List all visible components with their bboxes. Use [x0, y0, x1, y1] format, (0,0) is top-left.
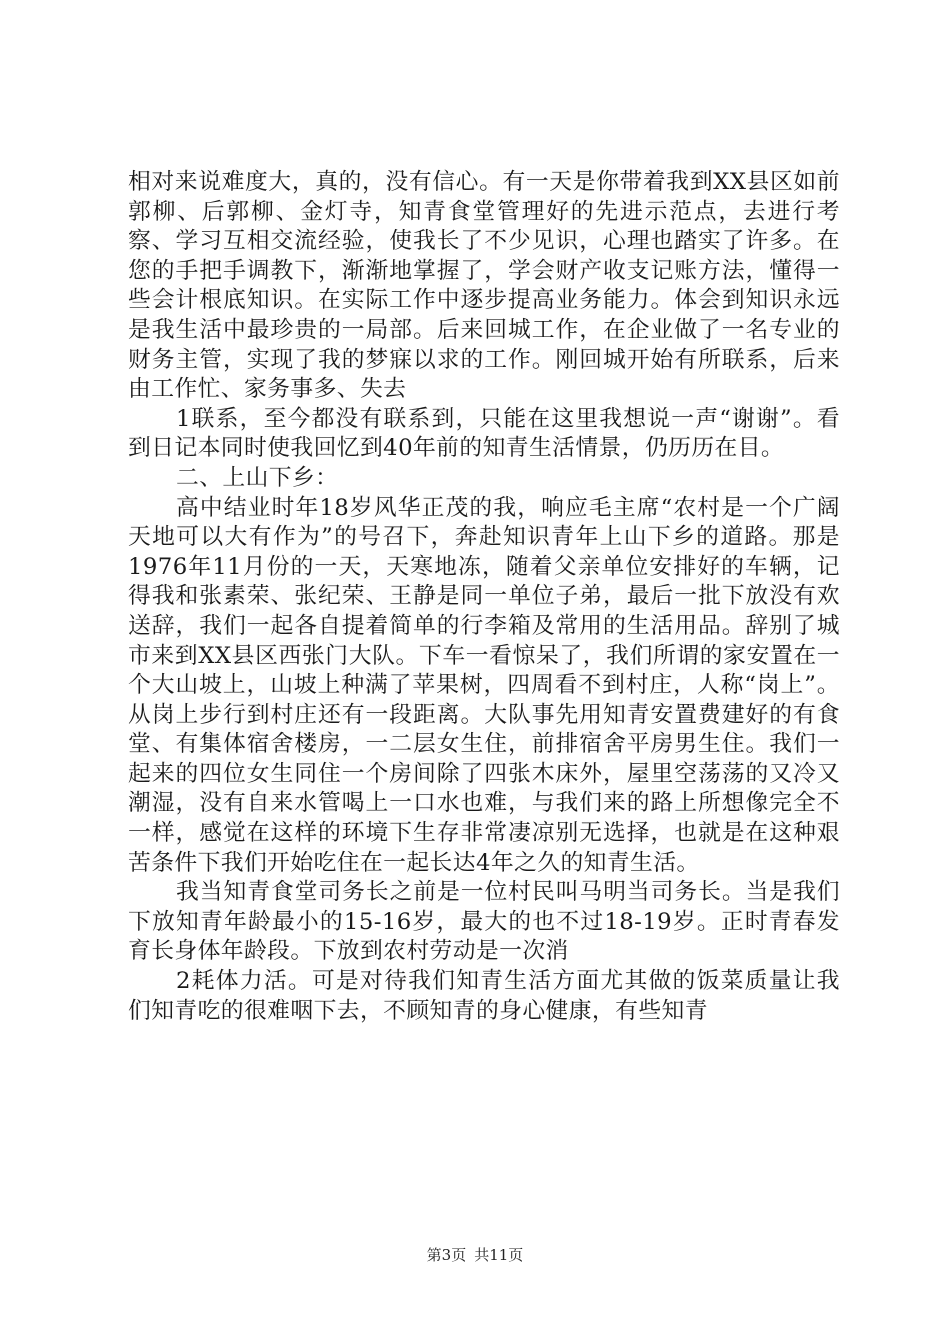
paragraph-3: 高中结业时年18岁风华正茂的我，响应毛主席“农村是一个广阔天地可以大有作为”的号召下，奔赴知识青年上山下乡的道路。那是1976年11月份的一天，天寒地冻，随着父亲单位安排好的车辆，记得我和张素荣、张纪荣、王静是同一单位子弟，最后一批下放没有欢送辞，我们一起各自提着简单的行李箱及常用的生活用品。辞别了城市来到XX县区西张门大队。下车一看惊呆了，我们所谓的家安置在一个大山坡上，山坡上种满了苹果树，四周看不到村庄，人称“岗上”。从岗上步行到村庄还有一段距离。大队事先用知青安置费建好的有食堂、有集体宿舍楼房，一二层女生住，前排宿舍平房男生住。我们一起来的四位女生同住一个房间除了四张木床外，屋里空荡荡的又冷又潮湿，没有自来水管喝上一口水也难，与我们来的路上所想像完全不一样，感觉在这样的环境下生存非常凄凉别无选择，也就是在这种艰苦条件下我们开始吃住在一起长达4年之久的知青生活。: [128, 494, 840, 876]
paragraph-2: 1联系，至今都没有联系到，只能在这里我想说一声“谢谢”。看到日记本同时使我回忆到40年前的知青生活情景，仍历历在目。: [128, 405, 840, 462]
page-footer: [0, 1244, 950, 1265]
paragraph-5: 2耗体力活。可是对待我们知青生活方面尤其做的饭菜质量让我们知青吃的很难咽下去，不顾知青的身心健康，有些知青: [128, 968, 840, 1024]
page-number: 第3页: [426, 1246, 467, 1264]
paragraph-1: 相对来说难度大，真的，没有信心。有一天是你带着我到XX县区如前郭柳、后郭柳、金灯寺，知青食堂管理好的先进示范点，去进行考察、学习互相交流经验，使我长了不少见识，心理也踏实了许多。在您的手把手调教下，渐渐地掌握了，学会财产收支记账方法，懂得一些会计根底知识。在实际工作中逐步提高业务能力。体会到知识永远是我生活中最珍贵的一局部。后来回城工作，在企业做了一名专业的财务主管，实现了我的梦寐以求的工作。刚回城开始有所联系，后来由工作忙、家务事多、失去: [128, 169, 840, 403]
document-body: [128, 168, 840, 1026]
paragraph-4: 我当知青食堂司务长之前是一位村民叫马明当司务长。当是我们下放知青年龄最小的15-16岁，最大的也不过18-19岁。正时青春发育长身体年龄段。下放到农村劳动是一次消: [128, 879, 840, 965]
section-heading: 二、上山下乡：: [176, 464, 339, 491]
page-total: 共11页: [474, 1246, 524, 1264]
